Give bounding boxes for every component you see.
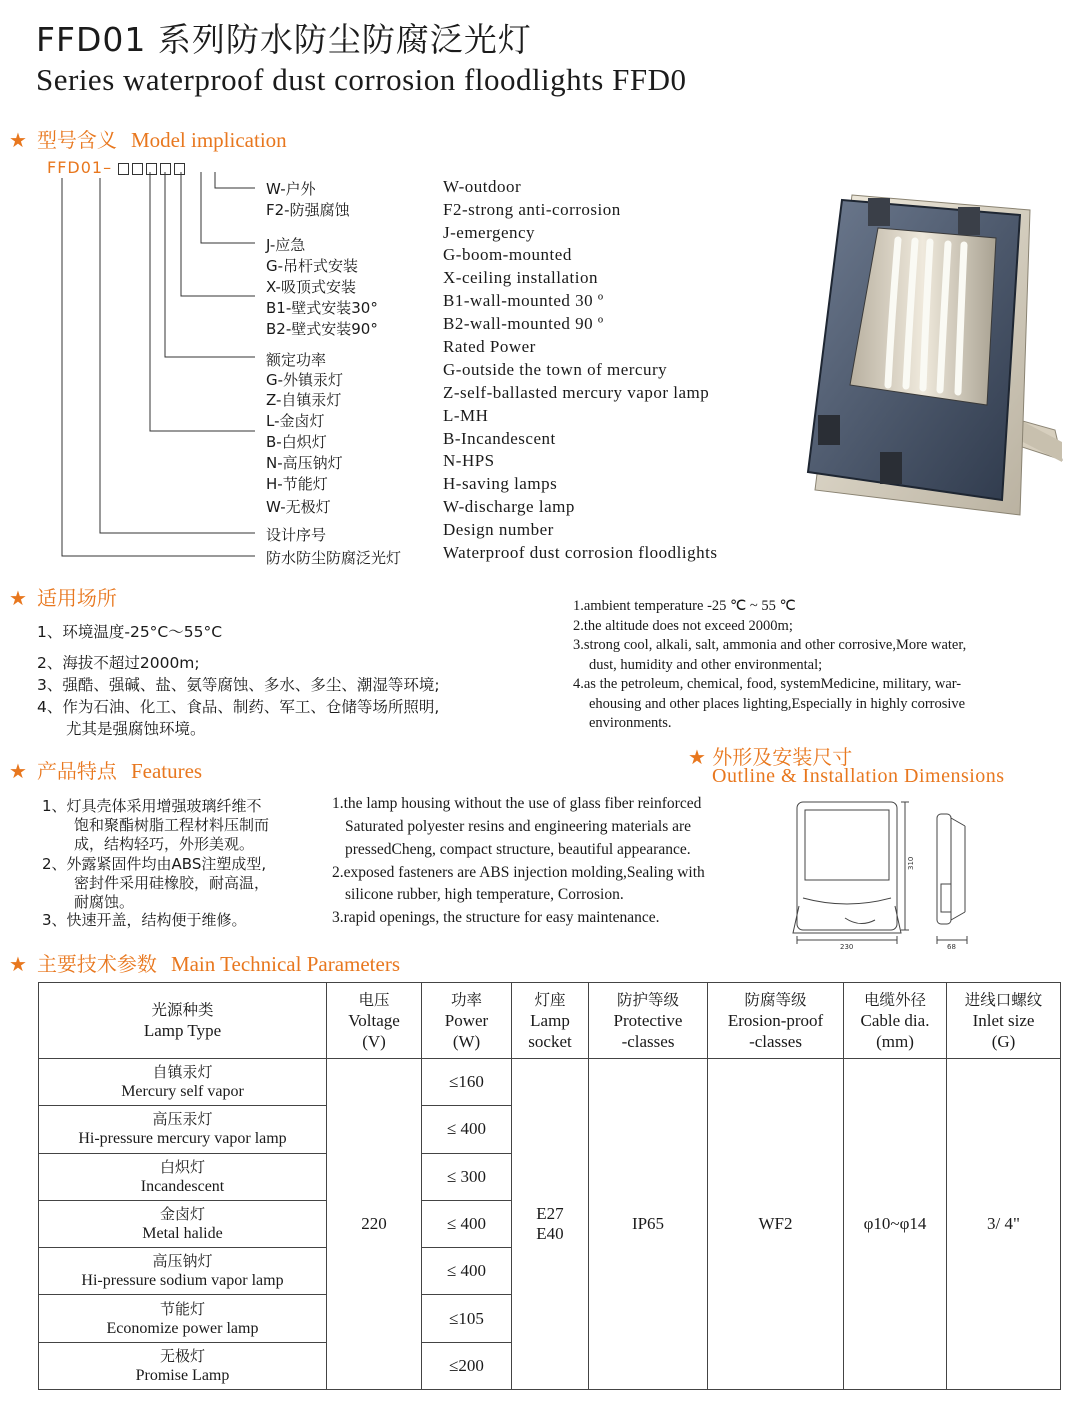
power-cell: ≤ 400 bbox=[422, 1248, 512, 1295]
header-cable: 电缆外径 Cable dia. (mm) bbox=[844, 983, 947, 1059]
technical-parameters-table bbox=[38, 982, 1061, 1390]
star-icon: ★ bbox=[9, 128, 27, 152]
legend-en-5: B1-wall-mounted 30 º bbox=[443, 291, 604, 310]
legend-cn-5: B1-壁式安装30° bbox=[266, 299, 378, 317]
star-icon: ★ bbox=[9, 586, 27, 610]
legend-cn-12: N-高压钠灯 bbox=[266, 454, 343, 472]
apply-en-6: environments. bbox=[589, 715, 672, 731]
legend-cn-6: B2-壁式安装90° bbox=[266, 320, 378, 338]
power-cell: ≤ 400 bbox=[422, 1200, 512, 1247]
apply-en-2: 3.strong cool, alkali, salt, ammonia and other corrosive,More water, bbox=[573, 637, 967, 653]
table-row: 白炽灯 Incandescent ≤ 300 bbox=[39, 1153, 1061, 1200]
table-row: 节能灯 Economize power lamp ≤105 bbox=[39, 1295, 1061, 1342]
table-row: 高压汞灯 Hi-pressure mercury vapor lamp ≤ 400 bbox=[39, 1106, 1061, 1153]
section-features-heading bbox=[9, 755, 202, 784]
page-title-cn: FFD01 系列防水防尘防腐泛光灯 bbox=[36, 20, 532, 59]
apply-en-5: ehousing and other places lighting,Especially in highly corrosive bbox=[589, 696, 966, 712]
legend-cn-16: 防水防尘防腐泛光灯 bbox=[266, 549, 402, 567]
section-features-en: Features bbox=[130, 759, 203, 783]
features-en-2: pressedCheng, compact structure, beautiful appearance. bbox=[345, 841, 691, 858]
section-features-cn: 产品特点 bbox=[36, 759, 117, 783]
features-en-5: 3.rapid openings, the structure for easy maintenance. bbox=[332, 909, 660, 926]
legend-cn-4: X-吸顶式安装 bbox=[266, 278, 356, 296]
power-cell: ≤105 bbox=[422, 1295, 512, 1342]
dim-width-label: 230 bbox=[840, 943, 854, 951]
legend-en-2: J-emergency bbox=[443, 223, 536, 242]
features-en-3: 2.exposed fasteners are ABS injection molding,Sealing with bbox=[332, 864, 705, 881]
dim-height-label: 310 bbox=[907, 856, 915, 870]
features-cn-5: 耐腐蚀。 bbox=[74, 893, 135, 911]
page-title-en: Series waterproof dust corrosion floodlights FFD0 bbox=[36, 62, 687, 97]
features-cn-1: 饱和聚酯树脂工程材料压制而 bbox=[74, 816, 270, 834]
header-lamp-socket: 灯座 Lamp socket bbox=[512, 983, 589, 1059]
power-cell: ≤ 300 bbox=[422, 1153, 512, 1200]
cable-cell: φ10~φ14 bbox=[844, 1059, 947, 1390]
section-params-cn: 主要技术参数 bbox=[36, 952, 157, 976]
apply-en-3: dust, humidity and other environmental; bbox=[589, 657, 823, 673]
apply-en-1: 2.the altitude does not exceed 2000m; bbox=[573, 618, 793, 634]
legend-cn-1: F2-防强腐蚀 bbox=[266, 201, 350, 219]
section-params-en: Main Technical Parameters bbox=[170, 952, 400, 976]
star-icon: ★ bbox=[688, 745, 706, 769]
table-row: 高压钠灯 Hi-pressure sodium vapor lamp ≤ 400 bbox=[39, 1248, 1061, 1295]
inlet-cell: 3/ 4" bbox=[947, 1059, 1061, 1390]
model-code-text: FFD01– bbox=[47, 158, 113, 177]
apply-cn-3: 4、作为石油、化工、食品、制药、军工、仓储等场所照明, bbox=[37, 698, 440, 716]
features-cn-2: 成，结构轻巧，外形美观。 bbox=[74, 835, 255, 853]
features-cn-3: 2、外露紧固件均由ABS注塑成型, bbox=[42, 855, 267, 873]
features-en-1: Saturated polyester resins and engineering materials are bbox=[345, 818, 692, 835]
legend-en-16: Waterproof dust corrosion floodlights bbox=[443, 543, 718, 562]
legend-cn-9: Z-自镇汞灯 bbox=[266, 391, 342, 409]
section-params-heading bbox=[9, 948, 400, 977]
apply-en-4: 4.as the petroleum, chemical, food, systemMedicine, military, war- bbox=[573, 676, 962, 692]
star-icon: ★ bbox=[9, 759, 27, 783]
header-erosion: 防腐等级 Erosion-proof -classes bbox=[708, 983, 844, 1059]
features-en-4: silicone rubber, high temperature, Corrosion. bbox=[345, 886, 624, 903]
outline-dimension-drawing bbox=[785, 798, 985, 954]
star-icon: ★ bbox=[9, 952, 27, 976]
socket-cell: E27 E40 bbox=[512, 1059, 589, 1390]
apply-cn-0: 1、环境温度-25°C～55°C bbox=[37, 623, 223, 641]
legend-en-6: B2-wall-mounted 90 º bbox=[443, 314, 604, 333]
table-header-row bbox=[39, 983, 1061, 1059]
model-bracket-lines bbox=[0, 0, 460, 580]
features-en-0: 1.the lamp housing without the use of glass fiber reinforced bbox=[332, 795, 702, 812]
legend-en-8: G-outside the town of mercury bbox=[443, 360, 668, 379]
table-row: 金卤灯 Metal halide ≤ 400 bbox=[39, 1200, 1061, 1247]
legend-en-15: Design number bbox=[443, 520, 554, 539]
legend-en-1: F2-strong anti-corrosion bbox=[443, 200, 621, 219]
legend-en-0: W-outdoor bbox=[443, 177, 522, 196]
legend-cn-10: L-金卤灯 bbox=[266, 412, 325, 430]
apply-cn-1: 2、海拔不超过2000m; bbox=[37, 654, 200, 672]
section-apply-cn: 适用场所 bbox=[36, 586, 117, 610]
header-protective: 防护等级 Protective -classes bbox=[589, 983, 708, 1059]
erosion-cell: WF2 bbox=[708, 1059, 844, 1390]
legend-cn-3: G-吊杆式安装 bbox=[266, 257, 359, 275]
header-lamp-type: 光源种类 Lamp Type bbox=[39, 983, 327, 1059]
legend-cn-7: 额定功率 bbox=[266, 351, 327, 369]
legend-en-7: Rated Power bbox=[443, 337, 536, 356]
header-power: 功率 Power (W) bbox=[422, 983, 512, 1059]
apply-cn-2: 3、强酷、强碱、盐、氨等腐蚀、多水、多尘、潮湿等环境; bbox=[37, 676, 440, 694]
legend-en-10: L-MH bbox=[443, 406, 489, 425]
legend-en-14: W-discharge lamp bbox=[443, 497, 575, 516]
features-cn-6: 3、快速开盖，结构便于维修。 bbox=[42, 911, 247, 929]
legend-cn-8: G-外镇汞灯 bbox=[266, 371, 344, 389]
section-model-cn: 型号含义 bbox=[36, 128, 117, 152]
features-cn-0: 1、灯具壳体采用增强玻璃纤维不 bbox=[42, 797, 262, 815]
legend-en-3: G-boom-mounted bbox=[443, 245, 572, 264]
legend-en-9: Z-self-ballasted mercury vapor lamp bbox=[443, 383, 710, 402]
header-voltage: 电压 Voltage (V) bbox=[327, 983, 422, 1059]
legend-cn-2: J-应急 bbox=[266, 236, 306, 254]
section-model-en: Model implication bbox=[130, 128, 287, 152]
power-cell: ≤160 bbox=[422, 1059, 512, 1106]
protective-cell: IP65 bbox=[589, 1059, 708, 1390]
section-outline-en: Outline & Installation Dimensions bbox=[712, 765, 1005, 787]
apply-cn-4: 尤其是强腐蚀环境。 bbox=[66, 720, 206, 738]
apply-en-0: 1.ambient temperature -25 ℃ ~ 55 ℃ bbox=[573, 598, 796, 614]
power-cell: ≤200 bbox=[422, 1342, 512, 1389]
legend-cn-11: B-白炽灯 bbox=[266, 433, 327, 451]
header-inlet: 进线口螺纹 Inlet size (G) bbox=[947, 983, 1061, 1059]
features-cn-4: 密封件采用硅橡胶，耐高温， bbox=[74, 874, 270, 892]
legend-cn-13: H-节能灯 bbox=[266, 475, 328, 493]
section-outline-cn-text: 外形及安装尺寸 bbox=[712, 745, 853, 769]
legend-cn-0: W-户外 bbox=[266, 180, 316, 198]
dim-depth-label: 68 bbox=[947, 943, 956, 951]
floodlight-product-image bbox=[780, 180, 1080, 525]
legend-en-13: H-saving lamps bbox=[443, 474, 558, 493]
section-apply-heading bbox=[9, 582, 131, 611]
table-row: 无极灯 Promise Lamp ≤200 bbox=[39, 1342, 1061, 1389]
power-cell: ≤ 400 bbox=[422, 1106, 512, 1153]
table-row: 自镇汞灯 Mercury self vapor 220 ≤160 E27 E40 IP65 WF2 φ10~φ14 3/ 4" bbox=[39, 1059, 1061, 1106]
voltage-cell: 220 bbox=[327, 1059, 422, 1390]
legend-en-12: N-HPS bbox=[443, 451, 495, 470]
legend-cn-15: 设计序号 bbox=[266, 526, 327, 544]
legend-cn-14: W-无极灯 bbox=[266, 498, 331, 516]
legend-en-11: B-Incandescent bbox=[443, 429, 556, 448]
legend-en-4: X-ceiling installation bbox=[443, 268, 598, 287]
